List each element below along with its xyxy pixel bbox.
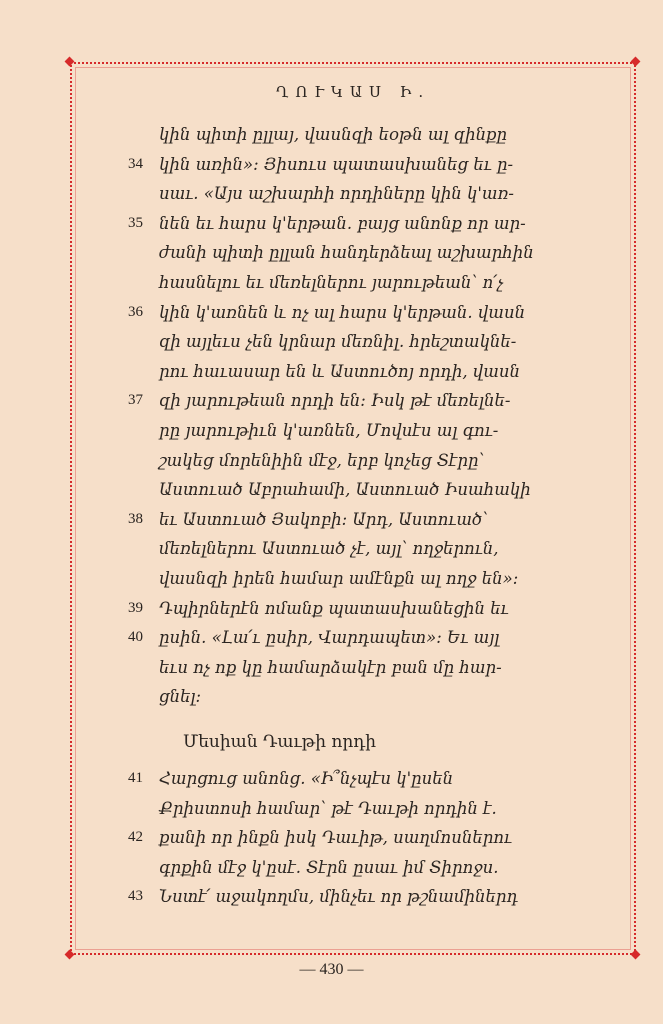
text-line [126, 150, 596, 180]
verse-number: 39 [128, 599, 143, 616]
text-line [126, 209, 596, 239]
text-line [126, 327, 596, 357]
text-line [126, 764, 596, 794]
text-line [126, 120, 596, 150]
line-text: քանի որ ինքն իսկ Դաւիթ, սաղմոսներու [159, 828, 513, 848]
line-text: Նստէ՛ աջակողմս, մինչեւ որ թշնամիներդ [159, 887, 519, 907]
text-line [126, 853, 596, 883]
verse-number: 41 [128, 770, 143, 786]
line-text: հասնելու եւ մեռելներու յարութեան՝ ո՛չ [159, 272, 504, 292]
text-line [126, 475, 596, 505]
verse-number: 42 [128, 829, 143, 846]
text-line [126, 623, 596, 653]
verse-number: 38 [128, 510, 143, 527]
verse-number: 43 [128, 888, 143, 905]
line-text: րը յարութիւն կ'առնեն, Մովսէս ալ գու- [159, 420, 499, 440]
line-text: եւ Աստուած Յակոբի: Արդ, Աստուած՝ [159, 509, 489, 529]
line-text: Հարցուց անոնց. «Ի՞նչպէս կ'ըսեն [159, 769, 454, 788]
line-text: ժանի պիտի ըլլան հանդերձեալ աշխարհին [159, 243, 534, 263]
line-text: զի յարութեան որդի են: Իսկ թէ մեռելնե- [159, 391, 511, 411]
page-number: — 430 — [299, 961, 364, 978]
line-text: ըսին. «Լա՛ւ ըսիր, Վարդապետ»: Եւ այլ [159, 628, 500, 648]
verse-number: 35 [128, 214, 143, 231]
text-line [126, 268, 596, 298]
text-block-bottom [126, 764, 596, 912]
text-line [126, 534, 596, 564]
line-text: Աստուած Աբրահամի, Աստուած Իսահակի [159, 480, 531, 500]
section-heading: Մեսիան Դաւթի որդի [183, 732, 376, 752]
line-text: ցնել: [159, 687, 202, 707]
line-text: եւս ոչ ոք կը համարձակէր բան մը հար- [159, 657, 502, 677]
line-text: մեռելներու Աստուած չէ, այլ՝ ողջերուն, [159, 539, 499, 559]
line-text: կին կ'առնեն և ոչ ալ հարս կ'երթան. վասն [159, 302, 526, 322]
line-text: Դպիրներէն ոմանք պատասխանեցին եւ [159, 598, 509, 618]
text-line [126, 386, 596, 416]
line-text: նեն եւ հարս կ'երթան. բայց անոնք որ ար- [159, 213, 526, 233]
text-line [126, 505, 596, 535]
line-text: Քրիստոսի համար՝ թէ Դաւթի որդին է. [159, 798, 497, 818]
line-text: կին պիտի ըլլայ, վասնզի եօթն ալ զինքը [159, 125, 508, 144]
text-line [126, 564, 596, 594]
text-line [126, 416, 596, 446]
text-line [126, 179, 596, 209]
line-text: կին առին»: Յիսուս պատասխանեց եւ ը- [159, 154, 514, 174]
text-line [126, 446, 596, 476]
border-corner-ornament [631, 950, 641, 960]
line-text: րու հաւասար են և Աստուծոյ որդի, վասն [159, 361, 520, 381]
text-line [126, 823, 596, 853]
line-text: սաւ. «Այս աշխարհի որդիները կին կ'առ- [159, 184, 515, 204]
running-header: ՂՈՒԿԱՍ Ի. [275, 83, 431, 101]
verse-number: 40 [128, 629, 143, 646]
text-line [126, 594, 596, 624]
text-line [126, 653, 596, 683]
text-line [126, 682, 596, 712]
text-line [126, 794, 596, 824]
verse-number: 37 [128, 392, 143, 409]
verse-number: 34 [128, 155, 143, 172]
text-block-top [126, 120, 596, 712]
verse-number: 36 [128, 303, 143, 320]
text-line [126, 882, 596, 912]
line-text: վասնզի իրեն համար ամէնքն ալ ողջ են»: [159, 568, 519, 588]
line-text: շակեց մորենիին մէջ, երբ կոչեց Տէրը՝ [159, 450, 485, 470]
line-text: զի այլեւս չեն կրնար մեռնիլ. հրեշտակնե- [159, 332, 517, 352]
text-line [126, 357, 596, 387]
text-line [126, 298, 596, 328]
text-line [126, 238, 596, 268]
line-text: գրքին մէջ կ'ըսէ. Տէրն ըսաւ իմ Տիրոջս. [159, 857, 499, 877]
